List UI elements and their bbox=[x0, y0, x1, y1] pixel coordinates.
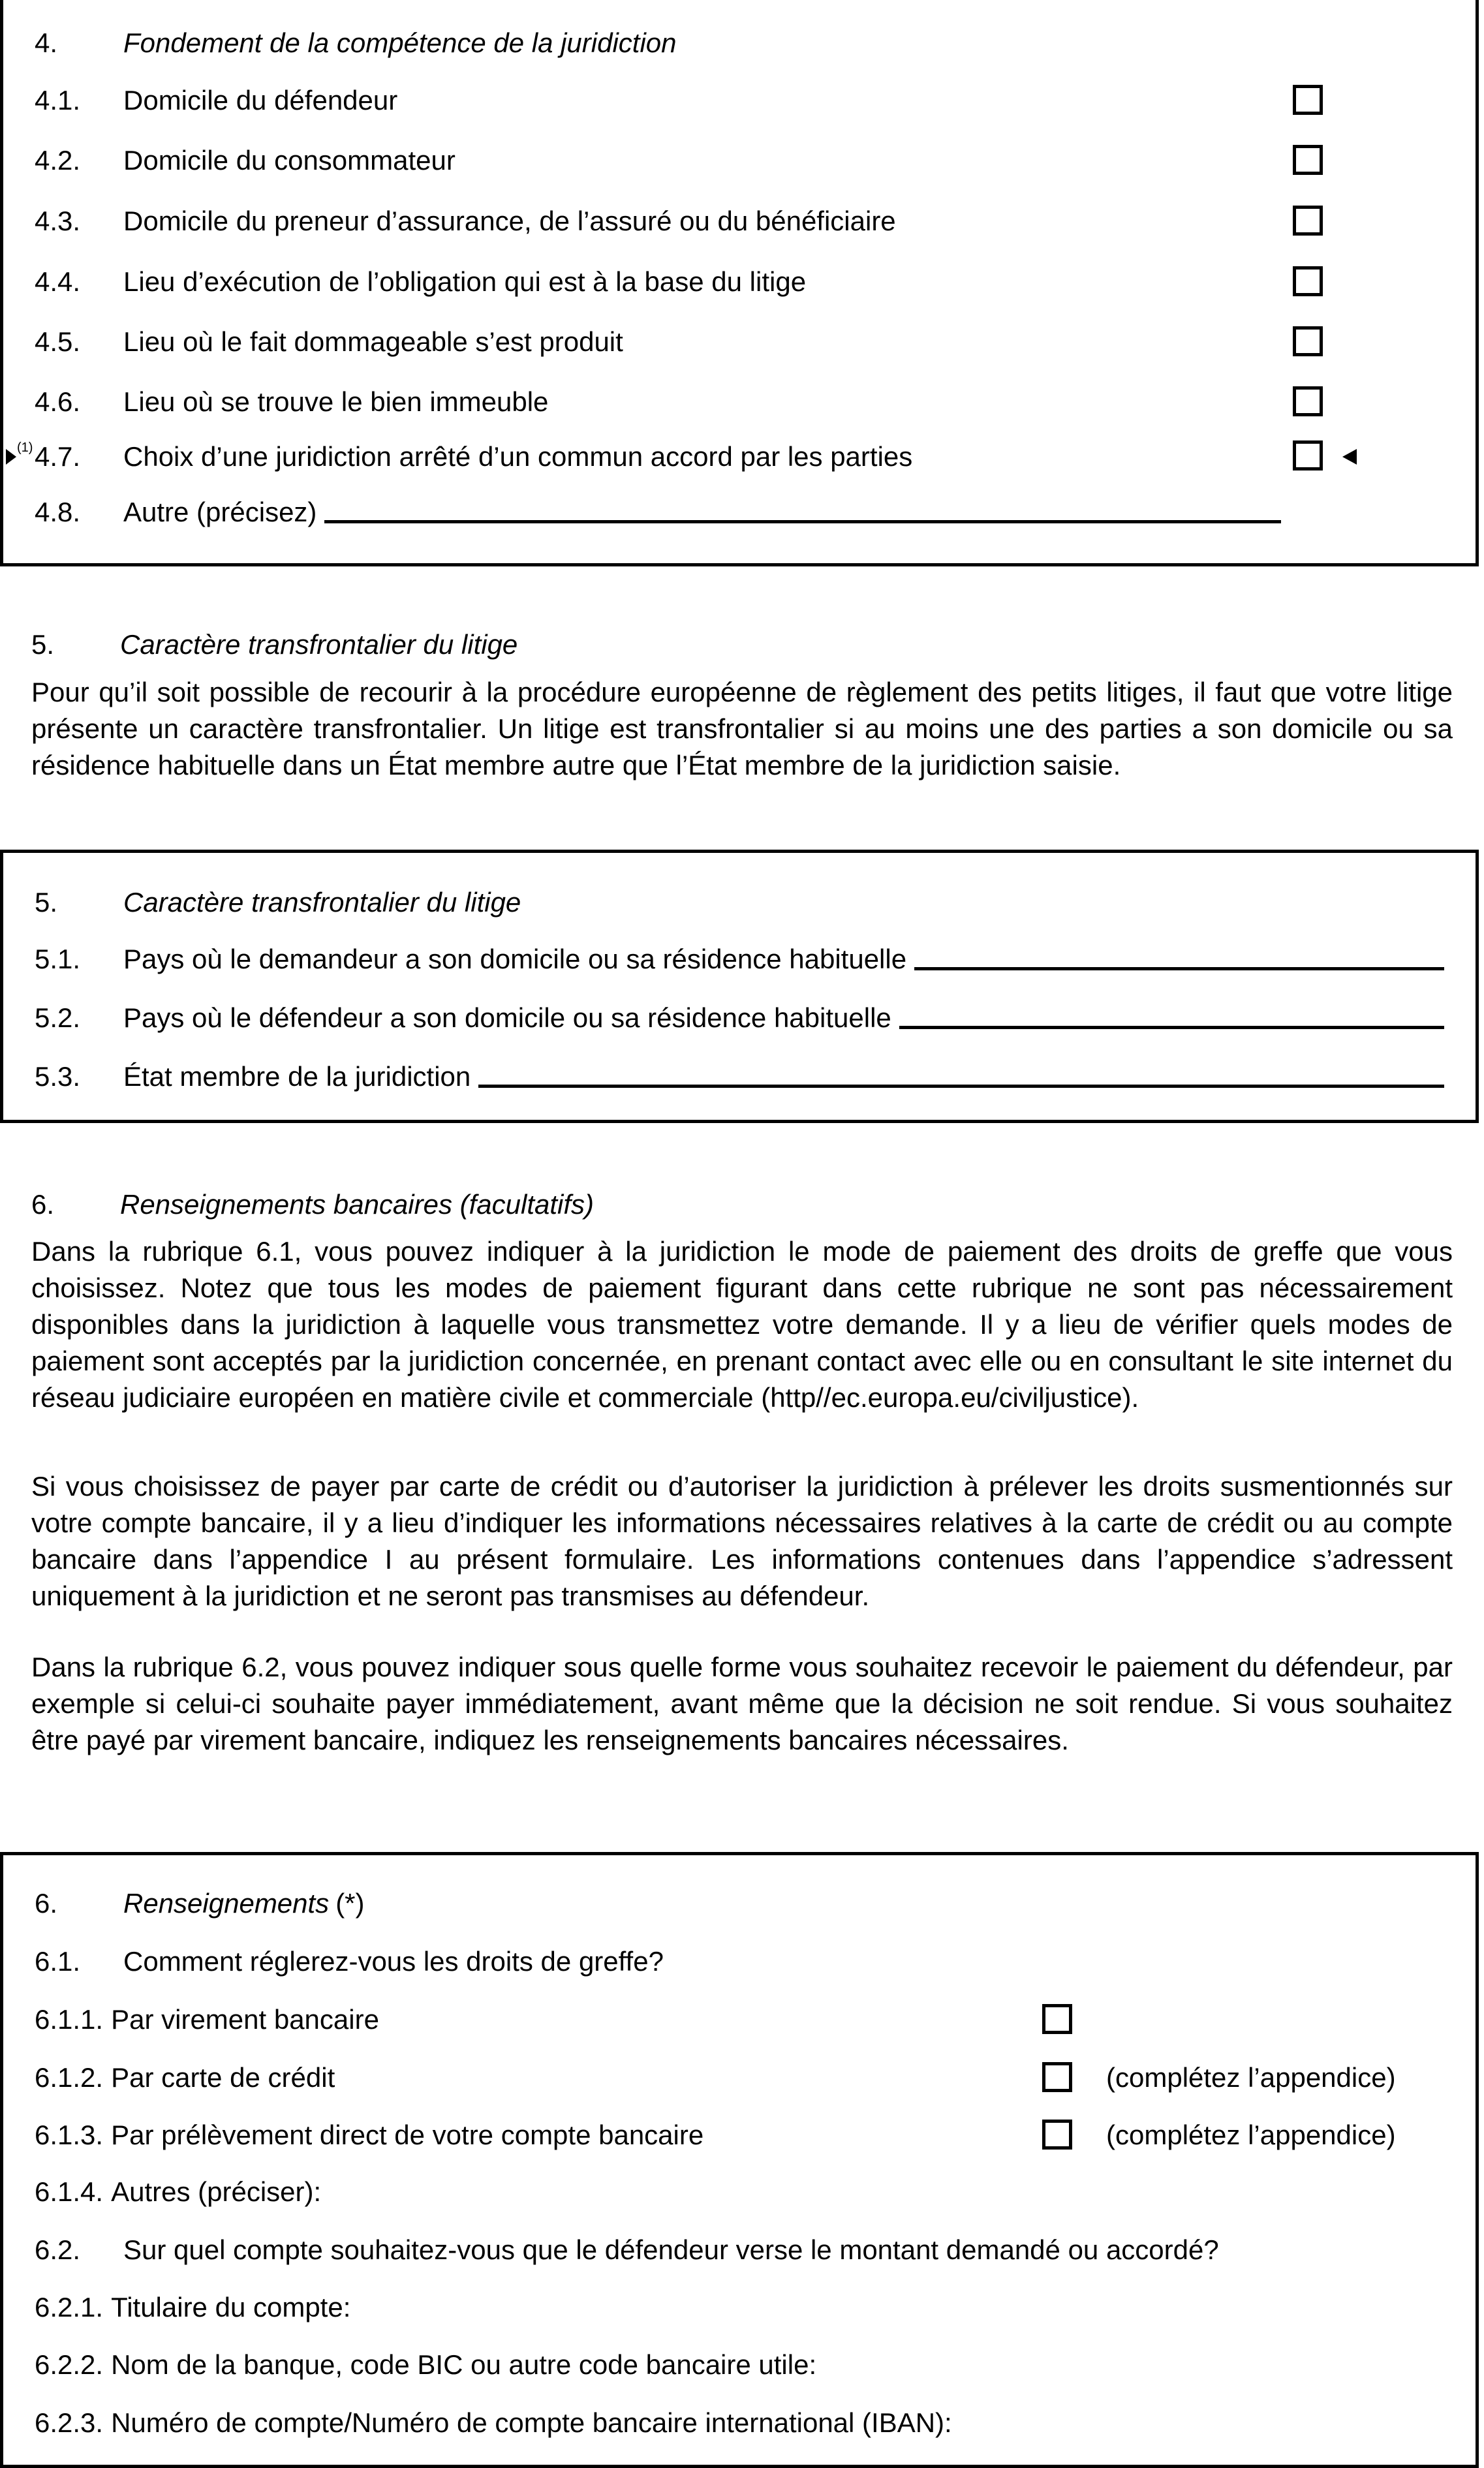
item-number: 6.1.4. bbox=[35, 2176, 104, 2207]
court-member-state-input-line[interactable] bbox=[478, 1058, 1444, 1088]
item-number: 4.6. bbox=[35, 386, 81, 417]
section-title: Renseignements bancaires (facultatifs) bbox=[120, 1189, 595, 1220]
change-marker-left-icon bbox=[6, 449, 16, 465]
item-number: 4.8. bbox=[35, 497, 81, 527]
field-5-1 bbox=[35, 941, 1444, 978]
section-number: 4. bbox=[35, 27, 58, 58]
item-number: 6.2. bbox=[35, 2234, 81, 2265]
field-6-2-2 bbox=[35, 2347, 1444, 2383]
checkbox-4-5[interactable] bbox=[1293, 326, 1323, 356]
section-5-info-heading bbox=[31, 626, 1453, 663]
checkbox-4-4[interactable] bbox=[1293, 266, 1323, 296]
checkbox-6-1-1[interactable] bbox=[1042, 2004, 1072, 2034]
item-number: 5.1. bbox=[35, 944, 81, 974]
item-label: Choix d’une juridiction arrêté d’un commun accord par les parties bbox=[123, 441, 913, 472]
item-number: 6.1.2. bbox=[35, 2062, 104, 2093]
item-number: 6.1. bbox=[35, 1946, 81, 1977]
option-4-4 bbox=[35, 264, 1444, 300]
section-number: 6. bbox=[35, 1888, 58, 1919]
item-label: Sur quel compte souhaitez-vous que le défendeur verse le montant demandé ou accordé? bbox=[123, 2234, 1219, 2265]
appendix-note: (complétez l’appendice) bbox=[1106, 2120, 1396, 2150]
item-label: Numéro de compte/Numéro de compte bancaire international (IBAN): bbox=[111, 2407, 952, 2438]
section-6-info-paragraph-1: Dans la rubrique 6.1, vous pouvez indiquer à la juridiction le mode de paiement des droits de greffe que vous choisissez. Notez que tous les modes de paiement figurant dans cette rubrique ne sont pas nécessairement disponibles dans la juridiction à laquelle vous transmettez votre demande. Il y a lieu de vérifier quels modes de paiement sont acceptés par la juridiction concernée, en prenant contact avec elle ou en consultant le site internet du réseau judiciaire européen en matière civile et commerciale (http//ec.europa.eu/civiljustice). bbox=[31, 1236, 1453, 1413]
defendant-country-input-line[interactable] bbox=[899, 1000, 1444, 1029]
option-4-1 bbox=[35, 82, 1444, 119]
item-number: 5.2. bbox=[35, 1002, 81, 1033]
section-title: Caractère transfrontalier du litige bbox=[123, 887, 521, 918]
section-6-box bbox=[0, 1852, 1479, 2468]
field-5-3 bbox=[35, 1058, 1444, 1095]
section-5-heading bbox=[35, 884, 1444, 921]
checkbox-4-3[interactable] bbox=[1293, 206, 1323, 236]
item-label: Comment réglerez-vous les droits de greffe? bbox=[123, 1946, 664, 1977]
section-4-box bbox=[0, 0, 1479, 566]
option-4-2 bbox=[35, 142, 1444, 179]
footnote-marker: (1) bbox=[17, 440, 33, 455]
section-6-info-heading bbox=[31, 1186, 1453, 1223]
item-label: Lieu où le fait dommageable s’est produit bbox=[123, 326, 623, 357]
option-4-8 bbox=[35, 494, 1281, 531]
section-title: Fondement de la compétence de la juridiction bbox=[123, 27, 677, 58]
other-basis-input-line[interactable] bbox=[324, 494, 1281, 523]
section-6-info-paragraph-2: Si vous choisissez de payer par carte de crédit ou d’autoriser la juridiction à prélever les droits susmentionnés sur votre compte bancaire, il y a lieu d’indiquer les informations nécessaires relatives à la carte de crédit ou au compte bancaire dans l’appendice I au présent formulaire. Les informations contenues dans l’appendice s’adressent uniquement à la juridiction et ne seront pas transmises au défendeur. bbox=[31, 1471, 1453, 1611]
section-5-box bbox=[0, 850, 1479, 1123]
item-label: Lieu où se trouve le bien immeuble bbox=[123, 386, 549, 417]
change-marker-right-icon bbox=[1342, 449, 1357, 465]
item-label: Titulaire du compte: bbox=[111, 2292, 351, 2322]
item-number: 5.3. bbox=[35, 1061, 81, 1092]
item-label: Pays où le défendeur a son domicile ou sa résidence habituelle bbox=[123, 1002, 891, 1033]
section-6-info-paragraph-3: Dans la rubrique 6.2, vous pouvez indiquer sous quelle forme vous souhaitez recevoir le paiement du défendeur, par exemple si celui-ci souhaite payer immédiatement, avant même que la décision ne soit rendue. Si vous souhaitez être payé par virement bancaire, indiquez les renseignements bancaires nécessaires. bbox=[31, 1652, 1453, 1755]
item-number: 4.7. bbox=[35, 441, 81, 472]
field-5-2 bbox=[35, 1000, 1444, 1036]
section-title: Caractère transfrontalier du litige bbox=[120, 629, 518, 660]
option-6-1-1 bbox=[35, 2001, 1444, 2038]
item-number: 4.1. bbox=[35, 85, 81, 116]
option-4-3 bbox=[35, 203, 1444, 239]
item-number: 6.2.3. bbox=[35, 2407, 104, 2438]
item-label: État membre de la juridiction bbox=[123, 1061, 471, 1092]
item-label: Domicile du défendeur bbox=[123, 85, 398, 116]
appendix-note: (complétez l’appendice) bbox=[1106, 2062, 1396, 2093]
field-6-2-3 bbox=[35, 2405, 1444, 2441]
option-4-5 bbox=[35, 324, 1444, 360]
item-label: Autre (précisez) bbox=[123, 497, 317, 527]
item-number: 4.4. bbox=[35, 266, 81, 297]
item-label: Par carte de crédit bbox=[111, 2062, 335, 2093]
claimant-country-input-line[interactable] bbox=[914, 941, 1444, 970]
option-6-1-4 bbox=[35, 2174, 1444, 2210]
item-number: 4.3. bbox=[35, 206, 81, 236]
item-label: Domicile du preneur d’assurance, de l’assuré ou du bénéficiaire bbox=[123, 206, 896, 236]
section-4-heading bbox=[35, 25, 1444, 61]
option-4-7 bbox=[35, 439, 1444, 475]
item-number: 6.2.1. bbox=[35, 2292, 104, 2322]
item-number: 6.1.3. bbox=[35, 2120, 104, 2150]
section-title-suffix: (*) bbox=[335, 1888, 365, 1919]
field-6-2-1 bbox=[35, 2289, 1444, 2326]
section-number: 5. bbox=[35, 887, 58, 918]
section-title: Renseignements bbox=[123, 1888, 330, 1919]
checkbox-4-6[interactable] bbox=[1293, 386, 1323, 416]
checkbox-6-1-3[interactable] bbox=[1042, 2120, 1072, 2150]
item-label: Nom de la banque, code BIC ou autre code bancaire utile: bbox=[111, 2349, 817, 2380]
checkbox-4-7[interactable] bbox=[1293, 440, 1323, 470]
item-label: Lieu d’exécution de l’obligation qui est à la base du litige bbox=[123, 266, 807, 297]
question-6-1 bbox=[35, 1943, 1444, 1980]
question-6-2 bbox=[35, 2232, 1444, 2268]
item-label: Autres (préciser): bbox=[111, 2176, 322, 2207]
item-number: 4.2. bbox=[35, 145, 81, 176]
checkbox-4-2[interactable] bbox=[1293, 145, 1323, 175]
item-label: Par prélèvement direct de votre compte bancaire bbox=[111, 2120, 704, 2150]
item-label: Domicile du consommateur bbox=[123, 145, 456, 176]
checkbox-6-1-2[interactable] bbox=[1042, 2062, 1072, 2092]
option-4-6 bbox=[35, 384, 1444, 420]
section-number: 5. bbox=[31, 629, 55, 660]
section-6-heading bbox=[35, 1885, 1444, 1922]
item-label: Pays où le demandeur a son domicile ou sa résidence habituelle bbox=[123, 944, 907, 974]
checkbox-4-1[interactable] bbox=[1293, 85, 1323, 115]
item-number: 6.1.1. bbox=[35, 2004, 104, 2035]
item-label: Par virement bancaire bbox=[111, 2004, 379, 2035]
section-5-info-paragraph: Pour qu’il soit possible de recourir à la procédure européenne de règlement des petits litiges, il faut que votre litige présente un caractère transfrontalier. Un litige est transfrontalier si au moins une des parties a son domicile ou sa résidence habituelle dans un État membre autre que l’État membre de la juridiction saisie. bbox=[31, 677, 1453, 780]
item-number: 6.2.2. bbox=[35, 2349, 104, 2380]
section-number: 6. bbox=[31, 1189, 55, 1220]
item-number: 4.5. bbox=[35, 326, 81, 357]
